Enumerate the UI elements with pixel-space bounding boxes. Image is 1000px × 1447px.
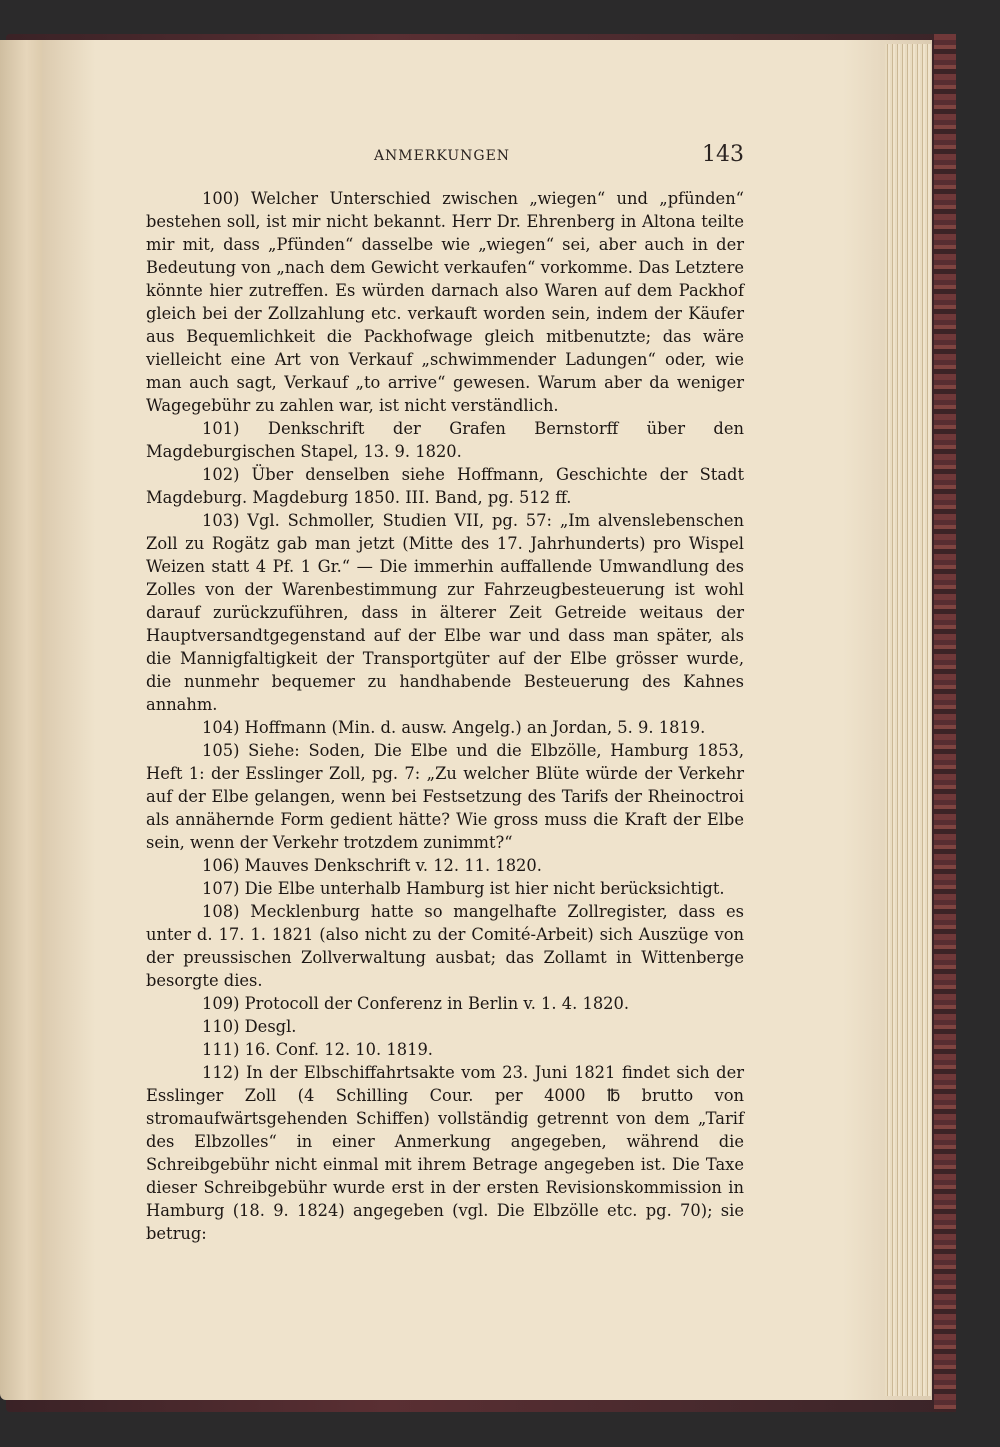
note-100 [146,187,744,417]
facing-page-edge [0,40,48,1400]
note-number: 108) [202,902,240,921]
note-number: 101) [202,419,240,438]
note-text: In der Elbschiffahrtsakte vom 23. Juni 1821 findet sich der Esslinger Zoll (4 Schilling Cour. per 4000 ℔ brutto von stromaufwärtsgehenden Schiffen) vollständig getrennt von dem „Tarif des Elbzolles“ in einer Anmerkung angegeben, während die Schreibgebühr nicht einmal mit ihrem Betrage angegeben ist. Die Taxe dieser Schreibgebühr wurde erst in der ersten Revisionskommission in Hamburg (18. 9. 1824) angegeben (vgl. Die Elbzölle etc. pg. 70); sie betrug: [146,1063,744,1243]
note-number: 100) [202,189,240,208]
note-number: 105) [202,741,240,760]
note-105 [146,739,744,854]
note-104 [146,716,744,739]
notes-text [146,187,744,1245]
note-number: 111) [202,1040,240,1059]
note-text: 16. Conf. 12. 10. 1819. [244,1040,433,1059]
note-109 [146,992,744,1015]
note-number: 110) [202,1017,240,1036]
note-number: 104) [202,718,240,737]
note-number: 102) [202,465,240,484]
note-102 [146,463,744,509]
running-head: ANMERKUNGEN [373,148,511,164]
note-text: Die Elbe unterhalb Hamburg ist hier nicht berücksichtigt. [244,879,725,898]
note-text: Hoffmann (Min. d. ausw. Angelg.) an Jordan, 5. 9. 1819. [244,718,706,737]
note-number: 107) [202,879,240,898]
note-106 [146,854,744,877]
note-text: Vgl. Schmoller, Studien VII, pg. 57: „Im alvenslebenschen Zoll zu Rogätz gab man jetzt (Mitte des 17. Jahrhunderts) pro Wispel Weizen statt 4 Pf. 1 Gr.“ — Die immerhin auffallende Umwandlung des Zolles von der Warenbestimmung zur Fahrzeugbesteuerung ist wohl darauf zurückzuführen, dass in älterer Zeit Getreide weitaus der Hauptversandtgegenstand auf der Elbe war und dass man später, als die Mannigfaltigkeit der Transportgüter auf der Elbe grösser wurde, die nunmehr bequemer zu handhabende Besteuerung des Kahnes annahm. [146,511,744,714]
note-text: Mecklenburg hatte so mangelhafte Zollregister, dass es unter d. 17. 1. 1821 (also nicht zu der Comité-Arbeit) sich Auszüge von der preussischen Zollverwaltung ausbat; das Zollamt in Wittenberge besorgte dies. [146,902,744,990]
note-text: Protocoll der Conferenz in Berlin v. 1. 4. 1820. [244,994,630,1013]
note-101 [146,417,744,463]
note-108 [146,900,744,992]
note-number: 106) [202,856,240,875]
note-number: 103) [202,511,240,530]
note-text: Mauves Denkschrift v. 12. 11. 1820. [244,856,542,875]
page-stack-edges [885,44,931,1396]
note-111 [146,1038,744,1061]
note-number: 112) [202,1063,240,1082]
page-number: 143 [702,142,744,167]
note-text: Desgl. [244,1017,297,1036]
note-110 [146,1015,744,1038]
note-112 [146,1061,744,1245]
note-107 [146,877,744,900]
note-103 [146,509,744,716]
note-number: 109) [202,994,240,1013]
page-header [140,140,744,174]
note-text: Welcher Unterschied zwischen „wiegen“ und „pfünden“ bestehen soll, ist mir nicht bekannt. Herr Dr. Ehrenberg in Altona teilte mir mit, dass „Pfünden“ dasselbe wie „wiegen“ sei, aber auch in der Bedeutung von „nach dem Gewicht verkaufen“ vorkomme. Das Letztere könnte hier zutreffen. Es würden darnach also Waren auf dem Packhof gleich bei der Zollzahlung etc. verkauft worden sein, indem der Käufer aus Bequemlichkeit die Packhofwage gleich mitbenutzte; das wäre vielleicht eine Art von Verkauf „schwimmender Ladungen“ oder, wie man auch sagt, Verkauf „to arrive“ gewesen. Warum aber da weniger Wagegebühr zu zahlen war, ist nicht verständlich. [146,189,744,415]
cover-marbled-edge [934,34,956,1412]
note-text: Siehe: Soden, Die Elbe und die Elbzölle, Hamburg 1853, Heft 1: der Esslinger Zoll, pg. 7: „Zu welcher Blüte würde der Verkehr auf der Elbe gelangen, wenn bei Festsetzung des Tarifs der Rheinoctroi als annähernde Form gedient hätte? Wie gross muss die Kraft der Elbe sein, wenn der Verkehr trotzdem zunimmt?“ [146,741,744,852]
note-text: Über denselben siehe Hoffmann, Geschichte der Stadt Magdeburg. Magdeburg 1850. III. Band, pg. 512 ff. [146,465,744,507]
note-text: Denkschrift der Grafen Bernstorff über den Magdeburgischen Stapel, 13. 9. 1820. [146,419,744,461]
